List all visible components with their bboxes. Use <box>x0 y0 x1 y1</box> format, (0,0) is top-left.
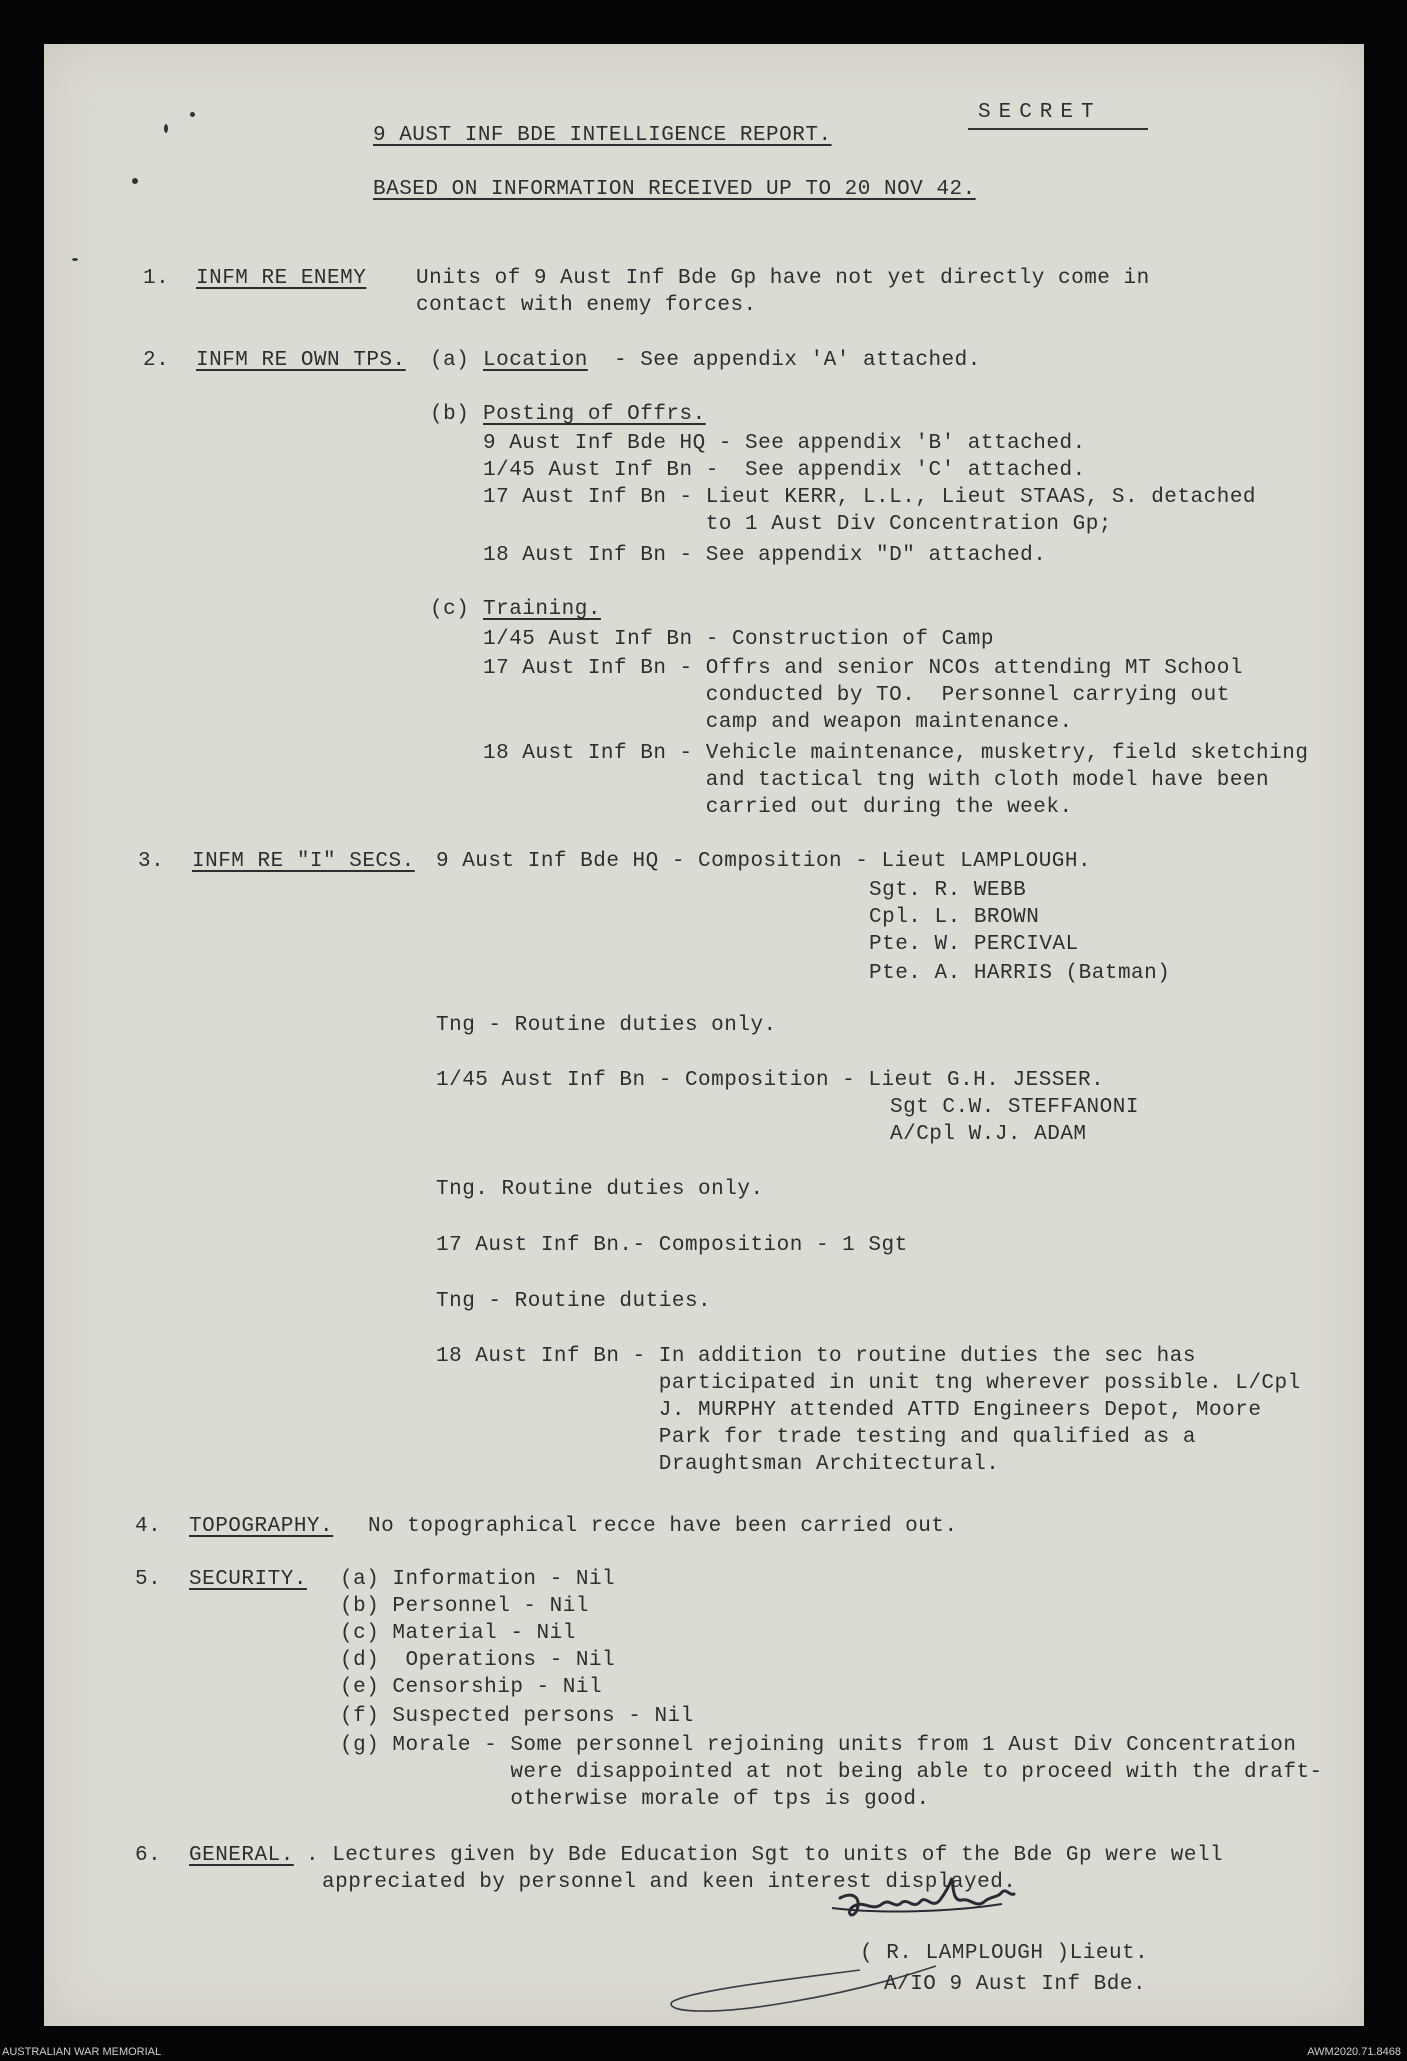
ink-speck <box>164 124 168 133</box>
i-sec-tng-line: Tng - Routine duties. <box>436 1290 712 1313</box>
classification-label: SECRET <box>978 101 1102 124</box>
i-sec-bn18-line: Draughtsman Architectural. <box>436 1453 1000 1476</box>
section-number: 5. <box>135 1568 162 1591</box>
subitem-label: Posting of Offrs. <box>483 403 706 426</box>
training-line: 18 Aust Inf Bn - Vehicle maintenance, musketry, field sketching <box>483 742 1309 765</box>
security-item: (e) Censorship - Nil <box>340 1676 603 1699</box>
subitem-label: Location <box>483 349 588 372</box>
i-sec-member: Pte. A. HARRIS (Batman) <box>869 962 1171 985</box>
section-number: 3. <box>138 850 165 873</box>
posting-line: 9 Aust Inf Bde HQ - See appendix 'B' attached. <box>483 432 1086 455</box>
subitem-mark: (b) <box>430 403 470 426</box>
section-heading: INFM RE ENEMY <box>196 267 367 290</box>
signature-name-line: ( R. LAMPLOUGH )Lieut. <box>860 1942 1149 1965</box>
i-sec-bn18-line: 18 Aust Inf Bn - In addition to routine duties the sec has <box>436 1345 1196 1368</box>
posting-line: 18 Aust Inf Bn - See appendix "D" attached. <box>483 544 1047 567</box>
ink-speck <box>190 112 195 117</box>
section-number: 1. <box>143 267 170 290</box>
posting-line: 17 Aust Inf Bn - Lieut KERR, L.L., Lieut STAAS, S. detached <box>483 486 1257 509</box>
i-sec-bn17-line: 17 Aust Inf Bn.- Composition - 1 Sgt <box>436 1234 908 1257</box>
training-line: conducted by TO. Personnel carrying out <box>483 684 1230 707</box>
security-item: (b) Personnel - Nil <box>340 1595 589 1618</box>
section-text-line: contact with enemy forces. <box>416 294 757 317</box>
section-heading: GENERAL. <box>189 1844 294 1867</box>
subitem-label: Training. <box>483 598 601 621</box>
i-sec-member: Cpl. L. BROWN <box>869 906 1040 929</box>
i-sec-bn18-line: participated in unit tng wherever possible. L/Cpl <box>436 1372 1301 1395</box>
report-subtitle: BASED ON INFORMATION RECEIVED UP TO 20 NOV 42. <box>373 178 976 201</box>
i-sec-tng-line: Tng - Routine duties only. <box>436 1014 777 1037</box>
subitem-mark: (a) <box>430 349 470 372</box>
security-item: (f) Suspected persons - Nil <box>340 1705 694 1728</box>
posting-line: 1/45 Aust Inf Bn - See appendix 'C' attached. <box>483 459 1086 482</box>
ink-speck <box>132 178 138 184</box>
i-sec-bn18-line: Park for trade testing and qualified as a <box>436 1426 1196 1449</box>
section-heading: INFM RE OWN TPS. <box>196 349 406 372</box>
section-heading: INFM RE "I" SECS. <box>192 850 415 873</box>
archive-credit: AUSTRALIAN WAR MEMORIAL <box>2 2046 162 2058</box>
section-heading: TOPOGRAPHY. <box>189 1515 334 1538</box>
section-number: 6. <box>135 1844 162 1867</box>
i-sec-member: A/Cpl W.J. ADAM <box>890 1123 1087 1146</box>
i-sec-member: Sgt. R. WEBB <box>869 879 1027 902</box>
training-line: 17 Aust Inf Bn - Offrs and senior NCOs attending MT School <box>483 657 1243 680</box>
report-title: 9 AUST INF BDE INTELLIGENCE REPORT. <box>373 124 832 147</box>
security-item: were disappointed at not being able to proceed with the draft- <box>340 1761 1323 1784</box>
security-item: (a) Information - Nil <box>340 1568 616 1591</box>
security-item: (g) Morale - Some personnel rejoining units from 1 Aust Div Concentration <box>340 1734 1297 1757</box>
posting-line: to 1 Aust Div Concentration Gp; <box>483 513 1112 536</box>
signature-title-line: A/IO 9 Aust Inf Bde. <box>884 1973 1147 1996</box>
i-sec-member: Sgt C.W. STEFFANONI <box>890 1096 1139 1119</box>
archive-reference: AWM2020.71.8468 <box>1307 2046 1401 2058</box>
i-sec-bn45-line: 1/45 Aust Inf Bn - Composition - Lieut G.H. JESSER. <box>436 1069 1105 1092</box>
subitem-mark: (c) <box>430 598 470 621</box>
training-line: and tactical tng with cloth model have been <box>483 769 1270 792</box>
ink-speck <box>72 258 78 261</box>
section-text-line: No topographical recce have been carried out. <box>368 1515 958 1538</box>
training-line: 1/45 Aust Inf Bn - Construction of Camp <box>483 628 994 651</box>
i-sec-hq-line: 9 Aust Inf Bde HQ - Composition - Lieut LAMPLOUGH. <box>436 850 1092 873</box>
section-number: 2. <box>143 349 170 372</box>
i-sec-member: Pte. W. PERCIVAL <box>869 933 1079 956</box>
section-number: 4. <box>135 1515 162 1538</box>
section-text-line: Units of 9 Aust Inf Bde Gp have not yet directly come in <box>416 267 1150 290</box>
security-item: otherwise morale of tps is good. <box>340 1788 930 1811</box>
section-text-line: . Lectures given by Bde Education Sgt to units of the Bde Gp were well <box>306 1844 1224 1867</box>
section-text-line: appreciated by personnel and keen interest displayed. <box>322 1871 1017 1894</box>
i-sec-tng-line: Tng. Routine duties only. <box>436 1178 764 1201</box>
security-item: (c) Material - Nil <box>340 1622 576 1645</box>
subitem-text: - See appendix 'A' attached. <box>614 349 981 372</box>
section-heading: SECURITY. <box>189 1568 307 1591</box>
classification-underline <box>968 128 1148 130</box>
i-sec-bn18-line: J. MURPHY attended ATTD Engineers Depot, Moore <box>436 1399 1262 1422</box>
training-line: camp and weapon maintenance. <box>483 711 1073 734</box>
security-item: (d) Operations - Nil <box>340 1649 616 1672</box>
training-line: carried out during the week. <box>483 796 1073 819</box>
